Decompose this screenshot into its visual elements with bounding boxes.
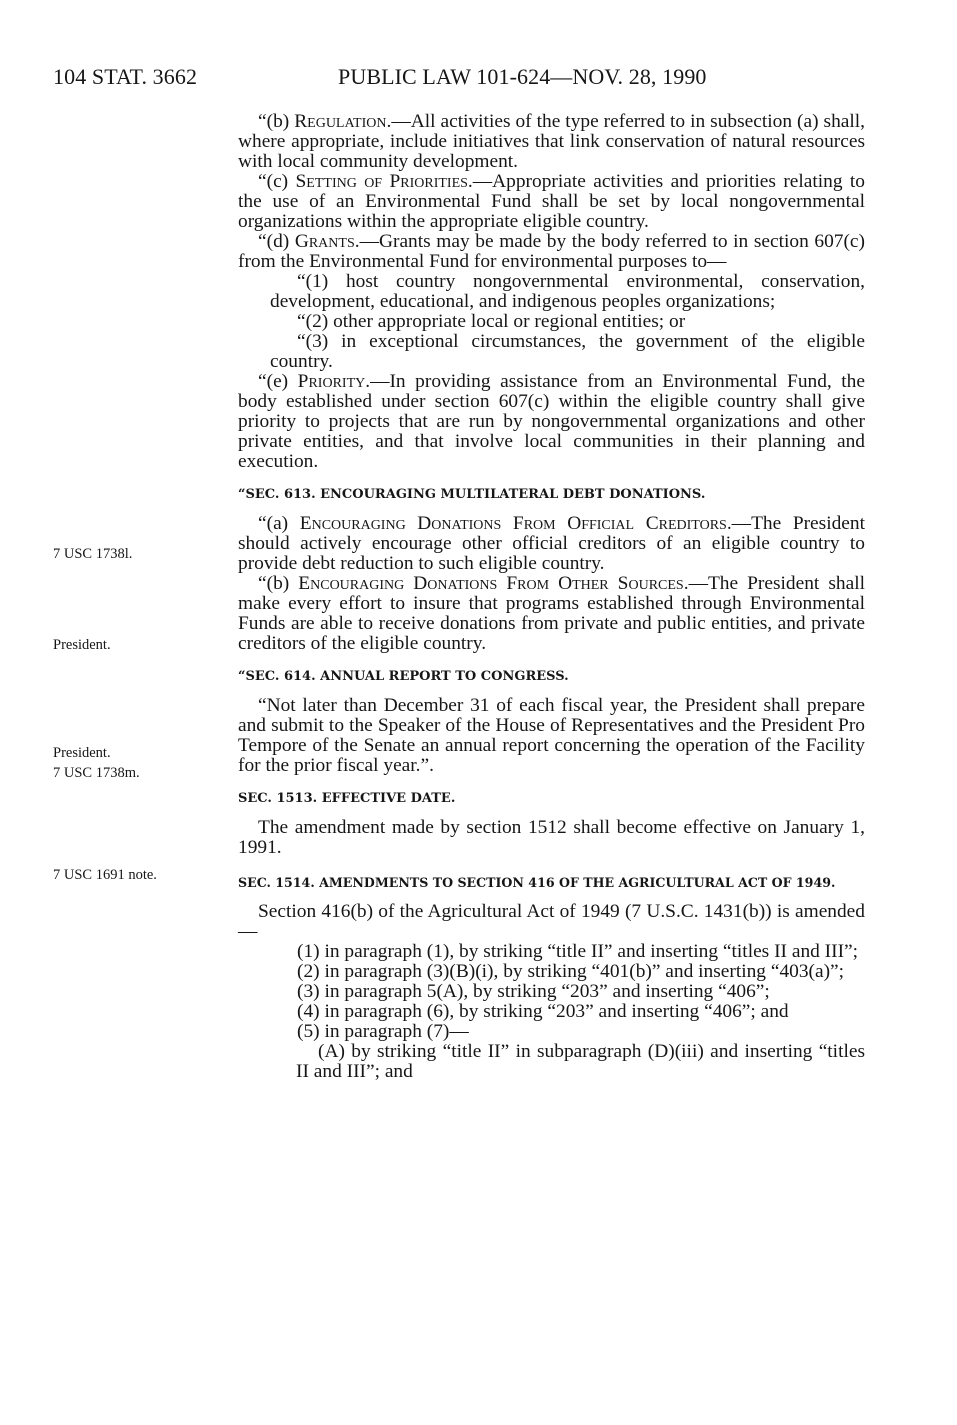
subsection-b-regulation: “(b) Regulation.—All activities of the type referred to in subsection (a) shall, where appropriate, include initiatives that link conservation of natural resources with local community development. <box>238 111 865 172</box>
section-1514-paragraph-3: (3) in paragraph 5(A), by striking “203” and inserting “406”; <box>297 981 770 1002</box>
paragraph-d1: “(1) host country nongovernmental environmental, conservation, development, educational, and indigenous peoples organizations; <box>270 271 865 312</box>
margin-note-usc-1738m: 7 USC 1738m. <box>53 765 140 781</box>
section-1513-heading: SEC. 1513. EFFECTIVE DATE. <box>238 791 456 806</box>
subsection-heading: Encouraging Donations From Other Sources. <box>298 573 689 594</box>
subsection-heading: Grants. <box>294 231 360 252</box>
subsection-heading: Regulation. <box>294 111 392 132</box>
subsection-d-grants: “(d) Grants.—Grants may be made by the body referred to in section 607(c) from the Environmental Fund for environmental purposes to— <box>238 231 865 272</box>
margin-note-usc-1691: 7 USC 1691 note. <box>53 867 157 883</box>
subsection-heading: Setting of Priorities. <box>295 171 473 192</box>
section-1514-paragraph-2: (2) in paragraph (3)(B)(i), by striking “401(b)” and inserting “403(a)”; <box>297 961 845 982</box>
section-1514-paragraph-4: (4) in paragraph (6), by striking “203” and inserting “406”; and <box>297 1001 789 1022</box>
subsection-heading: Encouraging Donations From Official Creditors. <box>299 513 732 534</box>
section-1514-intro: Section 416(b) of the Agricultural Act of 1949 (7 U.S.C. 1431(b)) is amended— <box>238 901 865 942</box>
section-613-subsection-b: “(b) Encouraging Donations From Other Sources.—The President shall make every effort to insure that programs established through Environmental Funds are able to receive donations from private and public entities, and private creditors of the eligible country. <box>238 573 865 654</box>
margin-note-president: President. <box>53 745 111 761</box>
subsection-e-priority: “(e) Priority.—In providing assistance from an Environmental Fund, the body established under section 607(c) within the eligible country shall give priority to projects that are run by nongovernmental organizations and other private entities, and that involve local communities in their planning and execution. <box>238 371 865 472</box>
section-614-heading: “SEC. 614. ANNUAL REPORT TO CONGRESS. <box>238 669 569 684</box>
subsection-heading: Priority. <box>297 371 371 392</box>
page-running-head: PUBLIC LAW 101-624—NOV. 28, 1990 <box>338 64 707 89</box>
paragraph-d3: “(3) in exceptional circumstances, the government of the eligible country. <box>270 331 865 372</box>
main-text-column <box>238 112 865 1082</box>
section-1513-text: The amendment made by section 1512 shall become effective on January 1, 1991. <box>238 817 865 858</box>
section-613-subsection-a: “(a) Encouraging Donations From Official Creditors.—The President should actively encourage other official creditors of an eligible country to provide debt reduction to such eligible country. <box>238 513 865 574</box>
section-1514-subparagraph-5a: (A) by striking “title II” in subparagraph (D)(iii) and inserting “titles II and III”; and <box>296 1041 865 1082</box>
section-1514-heading: SEC. 1514. AMENDMENTS TO SECTION 416 OF THE AGRICULTURAL ACT OF 1949. <box>238 875 836 890</box>
margin-note-usc-1738l: 7 USC 1738l. <box>53 546 133 562</box>
margin-note-president: President. <box>53 637 111 653</box>
section-1514-paragraph-1: (1) in paragraph (1), by striking “title II” and inserting “titles II and III”; <box>297 941 859 962</box>
section-1514-paragraph-5: (5) in paragraph (7)— <box>297 1021 469 1042</box>
section-614-text: “Not later than December 31 of each fiscal year, the President shall prepare and submit to the Speaker of the House of Representatives and the President Pro Tempore of the Senate an annual report concerning the operation of the Facility for the prior fiscal year.”. <box>238 695 865 776</box>
page-stat-citation: 104 STAT. 3662 <box>53 64 198 89</box>
paragraph-d2: “(2) other appropriate local or regional entities; or <box>297 311 686 332</box>
subsection-c-setting-priorities: “(c) Setting of Priorities.—Appropriate activities and priorities relating to the use of an Environmental Fund shall be set by local nongovernmental organizations within the appropriate eligible country. <box>238 171 865 232</box>
section-613-heading: “SEC. 613. ENCOURAGING MULTILATERAL DEBT DONATIONS. <box>238 487 706 502</box>
